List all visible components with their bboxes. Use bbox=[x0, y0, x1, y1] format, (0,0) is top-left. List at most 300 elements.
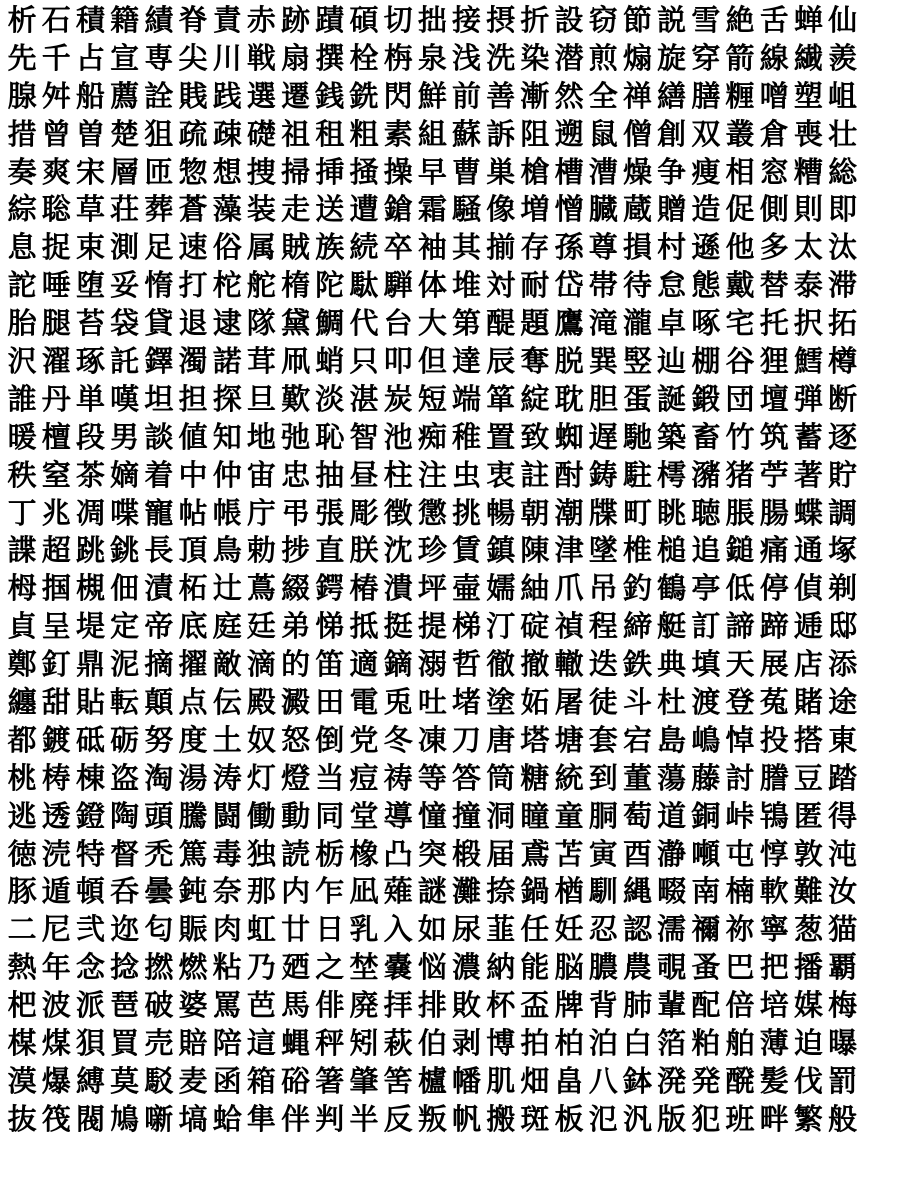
glyph-cell: 派 bbox=[75, 988, 105, 1023]
glyph-cell: 弾 bbox=[793, 381, 823, 416]
glyph-cell: 張 bbox=[315, 495, 345, 530]
glyph-cell: 総 bbox=[828, 154, 858, 189]
glyph-cell: 鈍 bbox=[178, 874, 208, 909]
glyph-cell: 挿 bbox=[315, 154, 345, 189]
glyph-cell: 諾 bbox=[212, 344, 242, 379]
glyph-cell: 伐 bbox=[793, 1063, 823, 1098]
glyph-cell: 蔵 bbox=[622, 192, 652, 227]
glyph-cell: 曝 bbox=[828, 1026, 858, 1061]
glyph-cell: 虫 bbox=[452, 457, 482, 492]
glyph-cell: 匂 bbox=[144, 912, 174, 947]
glyph-cell: 電 bbox=[349, 685, 379, 720]
glyph-cell: 矧 bbox=[349, 1026, 379, 1061]
glyph-cell: 爆 bbox=[41, 1063, 71, 1098]
glyph-cell: 接 bbox=[452, 3, 482, 37]
glyph-cell: 繁 bbox=[793, 1101, 823, 1136]
glyph-cell: 八 bbox=[588, 1063, 618, 1098]
glyph-cell: 団 bbox=[725, 381, 755, 416]
glyph-cell: 寧 bbox=[759, 912, 789, 947]
glyph-cell: 狽 bbox=[75, 1026, 105, 1061]
glyph-cell: 双 bbox=[691, 116, 721, 151]
glyph-cell: 梯 bbox=[452, 609, 482, 644]
glyph-cell: 層 bbox=[110, 154, 140, 189]
glyph-cell: 草 bbox=[75, 192, 105, 227]
glyph-cell: 諦 bbox=[725, 609, 755, 644]
glyph-cell: 萄 bbox=[622, 798, 652, 833]
glyph-cell: 帳 bbox=[212, 495, 242, 530]
glyph-cell: 操 bbox=[383, 154, 413, 189]
glyph-cell: 足 bbox=[144, 230, 174, 265]
glyph-cell: 脱 bbox=[554, 344, 584, 379]
glyph-cell: 頂 bbox=[178, 533, 208, 568]
glyph-cell: 像 bbox=[486, 192, 516, 227]
glyph-cell: 節 bbox=[622, 3, 652, 37]
glyph-cell: 纏 bbox=[7, 685, 37, 720]
glyph-cell: 敦 bbox=[793, 836, 823, 871]
glyph-cell: 惰 bbox=[144, 268, 174, 303]
glyph-cell: 鍋 bbox=[520, 874, 550, 909]
glyph-cell: 酎 bbox=[554, 457, 584, 492]
glyph-cell: 痛 bbox=[759, 533, 789, 568]
glyph-cell: 素 bbox=[383, 116, 413, 151]
glyph-cell: 舶 bbox=[725, 1026, 755, 1061]
glyph-cell: 提 bbox=[417, 609, 447, 644]
glyph-cell: 潜 bbox=[554, 40, 584, 75]
glyph-cell: 島 bbox=[657, 722, 687, 757]
glyph-cell: 帯 bbox=[588, 268, 618, 303]
glyph-cell: 遁 bbox=[41, 874, 71, 909]
glyph-cell: 椿 bbox=[349, 571, 379, 606]
glyph-cell: 浅 bbox=[452, 40, 482, 75]
glyph-cell: 粘 bbox=[212, 950, 242, 985]
glyph-cell: 説 bbox=[657, 3, 687, 37]
glyph-cell: 狸 bbox=[759, 344, 789, 379]
glyph-cell: 騰 bbox=[178, 798, 208, 833]
glyph-cell: 斗 bbox=[622, 685, 652, 720]
glyph-cell: 都 bbox=[7, 722, 37, 757]
glyph-cell: 寅 bbox=[588, 836, 618, 871]
glyph-cell: 禰 bbox=[691, 912, 721, 947]
glyph-row bbox=[5, 1101, 895, 1139]
glyph-cell: 村 bbox=[657, 230, 687, 265]
glyph-cell: 読 bbox=[281, 836, 311, 871]
glyph-cell: 創 bbox=[657, 116, 687, 151]
glyph-cell: 廿 bbox=[281, 912, 311, 947]
glyph-cell: 洗 bbox=[486, 40, 516, 75]
glyph-cell: 版 bbox=[657, 1101, 687, 1136]
glyph-cell: 蜘 bbox=[554, 419, 584, 454]
glyph-cell: 鉢 bbox=[622, 1063, 652, 1098]
glyph-cell: 胎 bbox=[7, 306, 37, 341]
glyph-cell: 氾 bbox=[588, 1101, 618, 1136]
glyph-cell: 瀞 bbox=[657, 836, 687, 871]
glyph-cell: 唾 bbox=[41, 268, 71, 303]
glyph-cell: 農 bbox=[622, 950, 652, 985]
glyph-cell: 嬬 bbox=[486, 571, 516, 606]
glyph-cell: 馳 bbox=[622, 419, 652, 454]
glyph-cell: 中 bbox=[178, 457, 208, 492]
glyph-cell: 般 bbox=[828, 1101, 858, 1136]
glyph-cell: 憎 bbox=[554, 192, 584, 227]
glyph-cell: 弟 bbox=[281, 609, 311, 644]
glyph-cell: 適 bbox=[349, 647, 379, 682]
glyph-row bbox=[5, 646, 895, 684]
glyph-cell: 苧 bbox=[759, 457, 789, 492]
glyph-cell: 丁 bbox=[7, 495, 37, 530]
glyph-cell: 韮 bbox=[486, 912, 516, 947]
glyph-cell: 特 bbox=[75, 836, 105, 871]
glyph-cell: 宙 bbox=[246, 457, 276, 492]
glyph-cell: 単 bbox=[75, 381, 105, 416]
glyph-cell: 尖 bbox=[178, 40, 208, 75]
glyph-cell: 賠 bbox=[178, 1026, 208, 1061]
glyph-cell: 騨 bbox=[383, 268, 413, 303]
glyph-cell: 胴 bbox=[588, 798, 618, 833]
glyph-cell: 買 bbox=[110, 1026, 140, 1061]
glyph-cell: 脹 bbox=[725, 495, 755, 530]
glyph-cell: 組 bbox=[417, 116, 447, 151]
glyph-cell: 赤 bbox=[246, 3, 276, 37]
glyph-cell: 疏 bbox=[178, 116, 208, 151]
glyph-cell: 貸 bbox=[144, 306, 174, 341]
glyph-cell: 樗 bbox=[657, 457, 687, 492]
glyph-cell: 縄 bbox=[622, 874, 652, 909]
glyph-cell: 入 bbox=[383, 912, 413, 947]
glyph-cell: 蹄 bbox=[759, 609, 789, 644]
glyph-cell: 殿 bbox=[246, 685, 276, 720]
glyph-cell: 巴 bbox=[725, 950, 755, 985]
glyph-cell: 馴 bbox=[588, 874, 618, 909]
glyph-cell: 豆 bbox=[793, 760, 823, 795]
glyph-cell: 貯 bbox=[828, 457, 858, 492]
glyph-cell: 担 bbox=[178, 381, 208, 416]
glyph-row bbox=[5, 1063, 895, 1101]
glyph-cell: 班 bbox=[725, 1101, 755, 1136]
glyph-cell: 闘 bbox=[212, 798, 242, 833]
glyph-cell: 鱈 bbox=[793, 344, 823, 379]
glyph-cell: 調 bbox=[828, 495, 858, 530]
glyph-cell: 端 bbox=[452, 381, 482, 416]
glyph-cell: 煎 bbox=[588, 40, 618, 75]
glyph-cell: 覇 bbox=[828, 950, 858, 985]
glyph-cell: 着 bbox=[144, 457, 174, 492]
glyph-cell: 茶 bbox=[75, 457, 105, 492]
glyph-cell: 呈 bbox=[41, 609, 71, 644]
glyph-cell: 肇 bbox=[349, 1063, 379, 1098]
glyph-cell: 卓 bbox=[657, 306, 687, 341]
glyph-cell: 嶋 bbox=[691, 722, 721, 757]
glyph-cell: 耽 bbox=[554, 381, 584, 416]
glyph-cell: 匝 bbox=[144, 154, 174, 189]
glyph-row bbox=[5, 343, 895, 381]
glyph-cell: 膳 bbox=[691, 78, 721, 113]
glyph-row bbox=[5, 78, 895, 116]
glyph-cell: 犯 bbox=[691, 1101, 721, 1136]
glyph-cell: 渡 bbox=[691, 685, 721, 720]
glyph-cell: 斑 bbox=[520, 1101, 550, 1136]
glyph-cell: 杜 bbox=[657, 685, 687, 720]
glyph-cell: 牌 bbox=[554, 988, 584, 1023]
glyph-cell: 帖 bbox=[178, 495, 208, 530]
glyph-cell: 濡 bbox=[657, 912, 687, 947]
glyph-cell: 年 bbox=[41, 950, 71, 985]
glyph-cell: 醍 bbox=[486, 306, 516, 341]
glyph-cell: 筈 bbox=[383, 1063, 413, 1098]
glyph-cell: 琶 bbox=[110, 988, 140, 1023]
glyph-cell: 相 bbox=[725, 154, 755, 189]
glyph-cell: 認 bbox=[622, 912, 652, 947]
glyph-cell: 燥 bbox=[622, 154, 652, 189]
glyph-cell: 昼 bbox=[349, 457, 379, 492]
glyph-cell: 能 bbox=[520, 950, 550, 985]
glyph-cell: 寵 bbox=[144, 495, 174, 530]
glyph-cell: 溺 bbox=[417, 647, 447, 682]
glyph-cell: 軟 bbox=[759, 874, 789, 909]
glyph-cell: 庁 bbox=[246, 495, 276, 530]
glyph-cell: 喪 bbox=[793, 116, 823, 151]
glyph-cell: 貞 bbox=[7, 609, 37, 644]
glyph-cell: 切 bbox=[383, 3, 413, 37]
glyph-cell: 同 bbox=[315, 798, 345, 833]
glyph-cell: 蛸 bbox=[315, 344, 345, 379]
glyph-cell: 扇 bbox=[281, 40, 311, 75]
glyph-cell: 肺 bbox=[622, 988, 652, 1023]
glyph-cell: 埜 bbox=[349, 950, 379, 985]
glyph-cell: 肉 bbox=[212, 912, 242, 947]
glyph-cell: 粗 bbox=[349, 116, 379, 151]
glyph-cell: 鳩 bbox=[110, 1101, 140, 1136]
glyph-cell: 伝 bbox=[212, 685, 242, 720]
glyph-cell: 楕 bbox=[281, 268, 311, 303]
glyph-cell: 鴇 bbox=[759, 798, 789, 833]
glyph-row bbox=[5, 229, 895, 267]
glyph-cell: 銭 bbox=[315, 78, 345, 113]
glyph-cell: 閃 bbox=[383, 78, 413, 113]
glyph-cell: 曽 bbox=[75, 116, 105, 151]
glyph-cell: 謎 bbox=[417, 874, 447, 909]
glyph-cell: 穿 bbox=[691, 40, 721, 75]
glyph-cell: 尊 bbox=[588, 230, 618, 265]
glyph-cell: 探 bbox=[212, 381, 242, 416]
glyph-cell: 朕 bbox=[349, 533, 379, 568]
glyph-cell: 町 bbox=[622, 495, 652, 530]
glyph-cell: 釣 bbox=[622, 571, 652, 606]
glyph-cell: 捜 bbox=[246, 154, 276, 189]
glyph-cell: 畜 bbox=[691, 419, 721, 454]
glyph-cell: 討 bbox=[725, 760, 755, 795]
glyph-cell: 棚 bbox=[691, 344, 721, 379]
glyph-cell: 店 bbox=[793, 647, 823, 682]
glyph-cell: 堂 bbox=[349, 798, 379, 833]
glyph-cell: 弔 bbox=[281, 495, 311, 530]
glyph-cell: 硲 bbox=[281, 1063, 311, 1098]
glyph-cell: 尼 bbox=[41, 912, 71, 947]
glyph-cell: 噸 bbox=[691, 836, 721, 871]
glyph-row bbox=[5, 419, 895, 457]
glyph-cell: 綜 bbox=[7, 192, 37, 227]
glyph-cell: 摂 bbox=[486, 3, 516, 37]
glyph-cell: 董 bbox=[622, 760, 652, 795]
glyph-cell: 旋 bbox=[657, 40, 687, 75]
glyph-cell: 藻 bbox=[212, 192, 242, 227]
glyph-cell: 促 bbox=[725, 192, 755, 227]
glyph-cell: 捺 bbox=[486, 874, 516, 909]
glyph-cell: 畔 bbox=[759, 1101, 789, 1136]
glyph-cell: 柁 bbox=[212, 268, 242, 303]
glyph-cell: 鍍 bbox=[41, 722, 71, 757]
glyph-cell: 点 bbox=[178, 685, 208, 720]
glyph-cell: 只 bbox=[349, 344, 379, 379]
glyph-cell: 洞 bbox=[486, 798, 516, 833]
glyph-cell: 塚 bbox=[828, 533, 858, 568]
glyph-cell: 停 bbox=[759, 571, 789, 606]
glyph-cell: 砥 bbox=[75, 722, 105, 757]
glyph-cell: 隊 bbox=[246, 306, 276, 341]
glyph-cell: 船 bbox=[75, 78, 105, 113]
glyph-cell: 展 bbox=[759, 647, 789, 682]
glyph-cell: 篤 bbox=[178, 836, 208, 871]
glyph-cell: 楚 bbox=[110, 116, 140, 151]
glyph-cell: 白 bbox=[622, 1026, 652, 1061]
glyph-cell: 肌 bbox=[486, 1063, 516, 1098]
glyph-cell: 巽 bbox=[588, 344, 618, 379]
glyph-cell: 摘 bbox=[144, 647, 174, 682]
glyph-cell: 騒 bbox=[452, 192, 482, 227]
glyph-cell: 態 bbox=[691, 268, 721, 303]
glyph-cell: 第 bbox=[452, 306, 482, 341]
glyph-cell: 閥 bbox=[75, 1101, 105, 1136]
glyph-cell: 畷 bbox=[657, 874, 687, 909]
glyph-cell: 絶 bbox=[725, 3, 755, 37]
glyph-cell: 顛 bbox=[144, 685, 174, 720]
glyph-cell: 曾 bbox=[41, 116, 71, 151]
glyph-cell: 抜 bbox=[7, 1101, 37, 1136]
glyph-cell: 捉 bbox=[41, 230, 71, 265]
glyph-cell: 増 bbox=[520, 192, 550, 227]
glyph-cell: 納 bbox=[486, 950, 516, 985]
glyph-cell: 柘 bbox=[178, 571, 208, 606]
glyph-cell: 畑 bbox=[520, 1063, 550, 1098]
glyph-cell: 彫 bbox=[349, 495, 379, 530]
glyph-cell: 措 bbox=[7, 116, 37, 151]
glyph-cell: 悌 bbox=[315, 609, 345, 644]
glyph-cell: 奴 bbox=[246, 722, 276, 757]
glyph-row bbox=[5, 684, 895, 722]
glyph-cell: 諜 bbox=[7, 533, 37, 568]
glyph-cell: 段 bbox=[75, 419, 105, 454]
glyph-cell: 蕩 bbox=[657, 760, 687, 795]
glyph-cell: 念 bbox=[75, 950, 105, 985]
glyph-cell: 淡 bbox=[315, 381, 345, 416]
glyph-cell: 瀦 bbox=[691, 457, 721, 492]
glyph-cell: 続 bbox=[349, 230, 379, 265]
glyph-cell: 糖 bbox=[520, 760, 550, 795]
glyph-cell: 伴 bbox=[281, 1101, 311, 1136]
glyph-cell: 坦 bbox=[144, 381, 174, 416]
glyph-cell: 栂 bbox=[7, 571, 37, 606]
glyph-cell: 筏 bbox=[41, 1101, 71, 1136]
glyph-cell: 煽 bbox=[622, 40, 652, 75]
glyph-cell: 湯 bbox=[178, 760, 208, 795]
glyph-cell: 捻 bbox=[110, 950, 140, 985]
glyph-cell: 駁 bbox=[144, 1063, 174, 1098]
glyph-cell: 噌 bbox=[759, 78, 789, 113]
glyph-row bbox=[5, 305, 895, 343]
glyph-cell: 頭 bbox=[144, 798, 174, 833]
glyph-cell: 鼎 bbox=[75, 647, 105, 682]
glyph-cell: 積 bbox=[75, 3, 105, 37]
glyph-cell: 岱 bbox=[554, 268, 584, 303]
glyph-cell: 但 bbox=[417, 344, 447, 379]
glyph-cell: 塗 bbox=[486, 685, 516, 720]
glyph-cell: 南 bbox=[691, 874, 721, 909]
glyph-cell: 勅 bbox=[246, 533, 276, 568]
glyph-cell: 践 bbox=[212, 78, 242, 113]
glyph-cell: 屠 bbox=[554, 685, 584, 720]
glyph-cell: 培 bbox=[759, 988, 789, 1023]
glyph-cell: 鍔 bbox=[315, 571, 345, 606]
glyph-cell: 帝 bbox=[144, 609, 174, 644]
glyph-cell: 戴 bbox=[725, 268, 755, 303]
glyph-cell: 配 bbox=[691, 988, 721, 1023]
glyph-cell: 忍 bbox=[588, 912, 618, 947]
glyph-cell: 兎 bbox=[383, 685, 413, 720]
glyph-cell: 之 bbox=[315, 950, 345, 985]
glyph-cell: 搬 bbox=[486, 1101, 516, 1136]
glyph-cell: 他 bbox=[725, 230, 755, 265]
glyph-cell: 撤 bbox=[520, 647, 550, 682]
glyph-cell: 聴 bbox=[691, 495, 721, 530]
glyph-cell: 独 bbox=[246, 836, 276, 871]
glyph-cell: 炭 bbox=[383, 381, 413, 416]
glyph-cell: 偵 bbox=[793, 571, 823, 606]
glyph-cell: 壮 bbox=[828, 116, 858, 151]
glyph-cell: 替 bbox=[759, 268, 789, 303]
glyph-cell: 糟 bbox=[793, 154, 823, 189]
glyph-cell: 堆 bbox=[452, 268, 482, 303]
glyph-cell: 池 bbox=[383, 419, 413, 454]
glyph-cell: 天 bbox=[725, 647, 755, 682]
glyph-cell: 反 bbox=[383, 1101, 413, 1136]
glyph-cell: 婆 bbox=[178, 988, 208, 1023]
glyph-cell: 竹 bbox=[725, 419, 755, 454]
glyph-cell: 等 bbox=[417, 760, 447, 795]
glyph-cell: 兆 bbox=[41, 495, 71, 530]
glyph-row bbox=[5, 457, 895, 495]
glyph-cell: 打 bbox=[178, 268, 208, 303]
glyph-cell: 徹 bbox=[486, 647, 516, 682]
glyph-cell: 猪 bbox=[725, 457, 755, 492]
glyph-cell: 二 bbox=[7, 912, 37, 947]
glyph-cell: 迫 bbox=[793, 1026, 823, 1061]
glyph-cell: 酉 bbox=[622, 836, 652, 871]
glyph-cell: 贈 bbox=[657, 192, 687, 227]
glyph-cell: 坪 bbox=[417, 571, 447, 606]
glyph-cell: 倍 bbox=[725, 988, 755, 1023]
glyph-cell: 宣 bbox=[110, 40, 140, 75]
glyph-cell: 対 bbox=[486, 268, 516, 303]
glyph-cell: 歎 bbox=[281, 381, 311, 416]
glyph-cell: 那 bbox=[246, 874, 276, 909]
glyph-cell: 訂 bbox=[691, 609, 721, 644]
glyph-cell: 答 bbox=[452, 760, 482, 795]
glyph-cell: 墜 bbox=[588, 533, 618, 568]
glyph-cell: 耐 bbox=[520, 268, 550, 303]
glyph-cell: 東 bbox=[828, 722, 858, 757]
glyph-cell: 楠 bbox=[725, 874, 755, 909]
glyph-cell: 椴 bbox=[452, 836, 482, 871]
glyph-cell: 憧 bbox=[417, 798, 447, 833]
